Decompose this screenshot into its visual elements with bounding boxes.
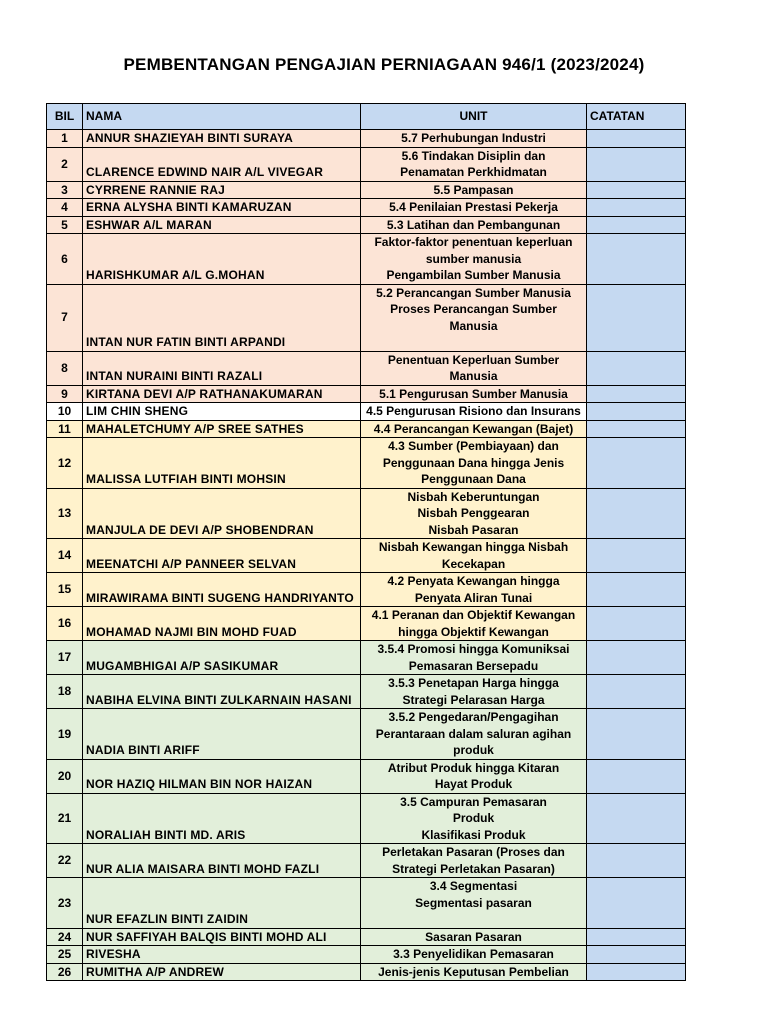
unit-topic-line: 3.5.3 Penetapan Harga hingga <box>388 676 559 690</box>
table-row <box>47 928 686 946</box>
student-name: INTAN NUR FATIN BINTI ARPANDI <box>83 284 361 351</box>
student-name: MALISSA LUTFIAH BINTI MOHSIN <box>83 438 361 489</box>
table-row <box>47 844 686 878</box>
student-name: NORALIAH BINTI MD. ARIS <box>83 793 361 844</box>
student-name: LIM CHIN SHENG <box>83 403 361 421</box>
student-name: ESHWAR A/L MARAN <box>83 216 361 234</box>
table-row <box>47 946 686 964</box>
unit-topic-line: Sasaran Pasaran <box>425 929 522 944</box>
table-body <box>47 130 686 981</box>
table-row <box>47 878 686 929</box>
unit-topic-line: Manusia <box>449 318 498 333</box>
unit-topic-line: Pemasaran Bersepadu <box>408 658 539 673</box>
unit-topic <box>361 147 587 181</box>
unit-topic-line: 4.4 Perancangan Kewangan (Bajet) <box>373 421 574 436</box>
row-number: 16 <box>47 607 83 641</box>
unit-topic <box>361 759 587 793</box>
unit-topic-line: Penentuan Keperluan Sumber <box>387 352 560 367</box>
row-number: 7 <box>47 284 83 351</box>
row-number: 24 <box>47 928 83 946</box>
table-row <box>47 130 686 148</box>
unit-topic-line: 4.2 Penyata Kewangan hingga <box>387 574 560 588</box>
table-row <box>47 759 686 793</box>
column-header-unit: UNIT <box>361 104 587 130</box>
student-name: MIRAWIRAMA BINTI SUGENG HANDRIYANTO <box>83 573 361 607</box>
unit-topic-line: sumber manusia <box>425 251 522 266</box>
table-row <box>47 216 686 234</box>
unit-topic <box>361 607 587 641</box>
unit-topic-line: Hayat Produk <box>434 777 513 791</box>
table-row <box>47 641 686 675</box>
unit-topic-line: Nisbah Pasaran <box>428 522 519 537</box>
unit-topic-line: 4.5 Pengurusan Risiono dan Insurans <box>366 404 581 418</box>
unit-topic <box>361 963 587 981</box>
row-number: 17 <box>47 641 83 675</box>
unit-topic-line: Strategi Perletakan Pasaran) <box>392 861 555 876</box>
catatan-cell <box>587 420 686 438</box>
row-number: 5 <box>47 216 83 234</box>
unit-topic-line: hingga Objektif Kewangan <box>398 624 549 639</box>
unit-topic <box>361 878 587 929</box>
unit-topic-line: 5.1 Pengurusan Sumber Manusia <box>379 386 568 401</box>
row-number: 3 <box>47 181 83 199</box>
unit-topic-line: 3.3 Penyelidikan Pemasaran <box>393 947 554 961</box>
table-row <box>47 181 686 199</box>
catatan-cell <box>587 709 686 760</box>
unit-topic <box>361 284 587 351</box>
row-number: 13 <box>47 488 83 539</box>
unit-topic <box>361 844 587 878</box>
catatan-cell <box>587 844 686 878</box>
unit-topic-line: Kecekapan <box>441 556 506 571</box>
row-number: 15 <box>47 573 83 607</box>
row-number: 22 <box>47 844 83 878</box>
unit-topic-line: Pengambilan Sumber Manusia <box>386 268 561 282</box>
catatan-cell <box>587 928 686 946</box>
student-name: NABIHA ELVINA BINTI ZULKARNAIN HASANI <box>83 675 361 709</box>
catatan-cell <box>587 181 686 199</box>
unit-topic-line: Segmentasi pasaran <box>415 895 532 910</box>
unit-topic-line: 5.5 Pampasan <box>433 182 514 197</box>
unit-topic-line: Manusia <box>449 369 498 383</box>
table-row <box>47 147 686 181</box>
row-number: 11 <box>47 420 83 438</box>
student-name: NADIA BINTI ARIFF <box>83 709 361 760</box>
student-name: MOHAMAD NAJMI BIN MOHD FUAD <box>83 607 361 641</box>
row-number: 4 <box>47 199 83 217</box>
row-number: 10 <box>47 403 83 421</box>
catatan-cell <box>587 147 686 181</box>
unit-topic-line: Jenis-jenis Keputusan Pembelian <box>378 964 569 979</box>
unit-topic-line: Perantaraan dalam saluran agihan <box>375 726 572 741</box>
unit-topic-line: Penyata Aliran Tunai <box>414 590 533 605</box>
student-name: RIVESHA <box>83 946 361 964</box>
catatan-cell <box>587 130 686 148</box>
unit-topic-line <box>364 911 583 928</box>
unit-topic-line: 3.4 Segmentasi <box>429 879 518 893</box>
unit-topic <box>361 539 587 573</box>
unit-topic <box>361 234 587 285</box>
unit-topic-line: Nisbah Keberuntungan <box>407 489 540 504</box>
row-number: 20 <box>47 759 83 793</box>
unit-topic <box>361 709 587 760</box>
presentation-table <box>46 103 686 981</box>
unit-topic-line: Atribut Produk hingga Kitaran <box>387 760 560 775</box>
catatan-cell <box>587 946 686 964</box>
unit-topic-line: Penggunaan Dana hingga Jenis <box>382 455 565 470</box>
student-name: CYRRENE RANNIE RAJ <box>83 181 361 199</box>
student-name: RUMITHA A/P ANDREW <box>83 963 361 981</box>
unit-topic-line: 4.3 Sumber (Pembiayaan) dan <box>388 439 559 453</box>
row-number: 8 <box>47 351 83 385</box>
table-row <box>47 607 686 641</box>
student-name: MUGAMBHIGAI A/P SASIKUMAR <box>83 641 361 675</box>
unit-topic-line: produk <box>453 743 494 757</box>
row-number: 1 <box>47 130 83 148</box>
catatan-cell <box>587 403 686 421</box>
unit-topic-line: Nisbah Kewangan hingga Nisbah <box>378 540 569 554</box>
catatan-cell <box>587 539 686 573</box>
table-row <box>47 793 686 844</box>
unit-topic-line: Penamatan Perkhidmatan <box>400 165 547 179</box>
row-number: 26 <box>47 963 83 981</box>
page-title: PEMBENTANGAN PENGAJIAN PERNIAGAAN 946/1 (2023/2024) <box>123 55 645 74</box>
unit-topic-line: 4.1 Peranan dan Objektif Kewangan <box>371 608 576 622</box>
catatan-cell <box>587 438 686 489</box>
column-header-bil: BIL <box>47 104 83 130</box>
unit-topic-line: 5.3 Latihan dan Pembangunan <box>386 217 561 232</box>
row-number: 23 <box>47 878 83 929</box>
table-row <box>47 573 686 607</box>
student-name: CLARENCE EDWIND NAIR A/L VIVEGAR <box>83 147 361 181</box>
table-row <box>47 438 686 489</box>
row-number: 21 <box>47 793 83 844</box>
unit-topic-line: 3.5.2 Pengedaran/Pengagihan <box>388 710 559 724</box>
unit-topic <box>361 403 587 421</box>
catatan-cell <box>587 793 686 844</box>
unit-topic <box>361 420 587 438</box>
row-number: 19 <box>47 709 83 760</box>
unit-topic-line: Klasifikasi Produk <box>421 827 526 842</box>
unit-topic-line: Nisbah Penggearan <box>417 506 530 520</box>
table-row <box>47 420 686 438</box>
unit-topic-line: 3.5 Campuran Pemasaran <box>400 794 547 809</box>
catatan-cell <box>587 759 686 793</box>
table-header-row <box>47 104 686 130</box>
unit-topic <box>361 216 587 234</box>
catatan-cell <box>587 216 686 234</box>
student-name: MAHALETCHUMY A/P SREE SATHES <box>83 420 361 438</box>
unit-topic-line <box>364 334 583 351</box>
unit-topic <box>361 946 587 964</box>
student-name: ANNUR SHAZIEYAH BINTI SURAYA <box>83 130 361 148</box>
table-row <box>47 234 686 285</box>
unit-topic <box>361 641 587 675</box>
student-name: HARISHKUMAR A/L G.MOHAN <box>83 234 361 285</box>
student-name: NUR SAFFIYAH BALQIS BINTI MOHD ALI <box>83 928 361 946</box>
row-number: 9 <box>47 385 83 403</box>
student-name: NUR ALIA MAISARA BINTI MOHD FAZLI <box>83 844 361 878</box>
student-name: NUR EFAZLIN BINTI ZAIDIN <box>83 878 361 929</box>
unit-topic-line: 3.5.4 Promosi hingga Komuniksai <box>377 642 570 656</box>
student-name: NOR HAZIQ HILMAN BIN NOR HAIZAN <box>83 759 361 793</box>
catatan-cell <box>587 385 686 403</box>
unit-topic <box>361 438 587 489</box>
catatan-cell <box>587 488 686 539</box>
catatan-cell <box>587 675 686 709</box>
table-row <box>47 709 686 760</box>
catatan-cell <box>587 234 686 285</box>
unit-topic-line: 5.4 Penilaian Prestasi Pekerja <box>389 200 558 214</box>
column-header-catatan: CATATAN <box>587 104 686 130</box>
unit-topic <box>361 488 587 539</box>
student-name: MANJULA DE DEVI A/P SHOBENDRAN <box>83 488 361 539</box>
unit-topic <box>361 351 587 385</box>
row-number: 2 <box>47 147 83 181</box>
table-row <box>47 963 686 981</box>
unit-topic <box>361 573 587 607</box>
unit-topic-line: Penggunaan Dana <box>421 472 526 486</box>
catatan-cell <box>587 963 686 981</box>
table-row <box>47 284 686 351</box>
unit-topic <box>361 928 587 946</box>
unit-topic <box>361 199 587 217</box>
unit-topic <box>361 130 587 148</box>
unit-topic-line: Produk <box>452 811 495 825</box>
unit-topic <box>361 385 587 403</box>
row-number: 25 <box>47 946 83 964</box>
catatan-cell <box>587 199 686 217</box>
column-header-nama: NAMA <box>83 104 361 130</box>
table-row <box>47 539 686 573</box>
student-name: KIRTANA DEVI A/P RATHANAKUMARAN <box>83 385 361 403</box>
student-name: MEENATCHI A/P PANNEER SELVAN <box>83 539 361 573</box>
student-name: ERNA ALYSHA BINTI KAMARUZAN <box>83 199 361 217</box>
table-row <box>47 403 686 421</box>
catatan-cell <box>587 284 686 351</box>
row-number: 6 <box>47 234 83 285</box>
unit-topic <box>361 793 587 844</box>
row-number: 12 <box>47 438 83 489</box>
table-row <box>47 385 686 403</box>
row-number: 14 <box>47 539 83 573</box>
unit-topic-line: Faktor-faktor penentuan keperluan <box>374 235 573 249</box>
catatan-cell <box>587 351 686 385</box>
catatan-cell <box>587 573 686 607</box>
table-row <box>47 199 686 217</box>
catatan-cell <box>587 878 686 929</box>
catatan-cell <box>587 607 686 641</box>
unit-topic-line: 5.6 Tindakan Disiplin dan <box>401 148 546 163</box>
student-name: INTAN NURAINI BINTI RAZALI <box>83 351 361 385</box>
catatan-cell <box>587 641 686 675</box>
table-row <box>47 351 686 385</box>
unit-topic-line: Perletakan Pasaran (Proses dan <box>382 845 565 859</box>
unit-topic-line: 5.2 Perancangan Sumber Manusia <box>376 285 571 300</box>
unit-topic <box>361 675 587 709</box>
table-row <box>47 488 686 539</box>
unit-topic <box>361 181 587 199</box>
unit-topic-line: Strategi Pelarasan Harga <box>402 692 545 707</box>
table-row <box>47 675 686 709</box>
unit-topic-line: 5.7 Perhubungan Industri <box>401 131 546 145</box>
unit-topic-line: Proses Perancangan Sumber <box>390 302 557 316</box>
row-number: 18 <box>47 675 83 709</box>
